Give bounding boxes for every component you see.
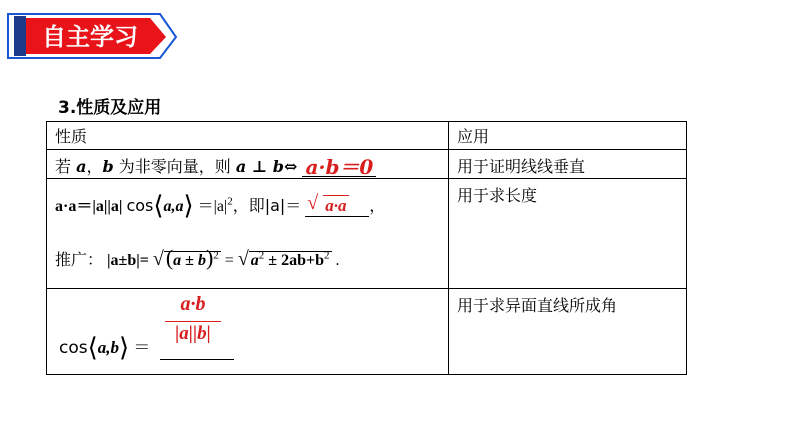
header-application-label: 应用 xyxy=(457,127,490,146)
row1-answer: a·b＝0 xyxy=(305,155,374,179)
row3-cos: cos xyxy=(59,338,88,358)
row3-application-cell xyxy=(449,289,687,375)
row2-formula-left: a·a＝|a||a| xyxy=(55,198,123,215)
row1-prefix: 若 xyxy=(55,157,72,176)
row3-angle-inner: a,b xyxy=(97,338,120,357)
header-property-label: 性质 xyxy=(55,127,88,146)
row3-angle-close: ⟩ xyxy=(119,333,130,363)
row2-radical-2: √ xyxy=(237,248,249,270)
row2-generalize-right: a xyxy=(250,252,259,269)
row2-angle-inner: a,a xyxy=(163,198,184,215)
row2-mid: ，即|a|＝ xyxy=(232,196,302,215)
row1-application: 用于证明线线垂直 xyxy=(457,157,586,176)
row2-exp-a: 2 xyxy=(258,249,265,262)
row2-angle-open: ⟨ xyxy=(153,191,164,221)
row2-answer: a·a xyxy=(325,196,347,215)
row2-generalize-line xyxy=(55,245,340,271)
row2-eq: ＝|a| xyxy=(197,198,228,215)
row3-fraction-numerator: a·b xyxy=(180,293,206,315)
row2-square: 2 xyxy=(227,195,233,208)
table-header-row xyxy=(47,122,687,150)
row1-vector-b: b xyxy=(102,157,114,176)
row3-fraction-denominator: |a||b| xyxy=(175,323,211,344)
row3-angle-open: ⟨ xyxy=(87,333,98,363)
row2-radical-1: √ xyxy=(152,248,164,270)
header-banner xyxy=(0,0,794,62)
table-row xyxy=(47,289,687,375)
row2-exp-b: 2 xyxy=(324,249,330,262)
row1-answer-blank xyxy=(302,157,376,177)
row1-application-cell xyxy=(449,150,687,179)
row1-property-cell xyxy=(47,150,449,179)
row2-answer-blank xyxy=(305,192,369,217)
row2-pm: ± 2ab+b xyxy=(264,252,324,269)
row1-text: 为非零向量，则 xyxy=(118,157,231,176)
table-row xyxy=(47,179,687,289)
row2-formula-line xyxy=(55,191,385,221)
row2-angle-close: ⟩ xyxy=(183,191,194,221)
banner-title: 自主学习 xyxy=(42,23,138,51)
row2-tail: ， xyxy=(369,198,386,215)
row3-eq: ＝ xyxy=(133,338,151,357)
row1-condition: a ⊥ b⇔ xyxy=(235,157,298,176)
row2-radicand-1: $(a \pm b)^2$ xyxy=(165,245,219,270)
row1-property-text xyxy=(55,154,376,177)
banner-dark-stripe xyxy=(14,16,26,56)
row2-generalize-label: 推广： xyxy=(55,250,104,269)
row2-application: 用于求长度 xyxy=(457,186,538,205)
row3-application: 用于求异面直线所成角 xyxy=(457,296,618,315)
row2-radicand-2 xyxy=(249,251,332,269)
row2-generalize-left: |a±b|= xyxy=(107,252,149,269)
row2-eq2: = xyxy=(224,252,238,269)
row2-property-cell xyxy=(47,179,449,289)
row3-cos-expr xyxy=(59,333,150,363)
row2-radical: √ xyxy=(307,192,319,214)
row3-fraction-bar xyxy=(165,321,221,322)
table-row xyxy=(47,150,687,179)
row2-cos: cos xyxy=(126,196,154,215)
row2-generalize-inner: a ± b xyxy=(173,252,206,269)
row1-vector-a: a xyxy=(76,157,87,176)
row2-application-cell xyxy=(449,179,687,289)
row2-exp2: 2 xyxy=(213,249,219,262)
header-cell-property xyxy=(47,122,449,150)
row1-comma: ， xyxy=(86,157,103,176)
section-title: 3.性质及应用 xyxy=(58,98,162,118)
header-cell-application xyxy=(449,122,687,150)
properties-table xyxy=(46,121,687,375)
row3-property-cell xyxy=(47,289,449,375)
row2-end: . xyxy=(335,252,340,269)
row3-answer-blank xyxy=(160,359,234,360)
